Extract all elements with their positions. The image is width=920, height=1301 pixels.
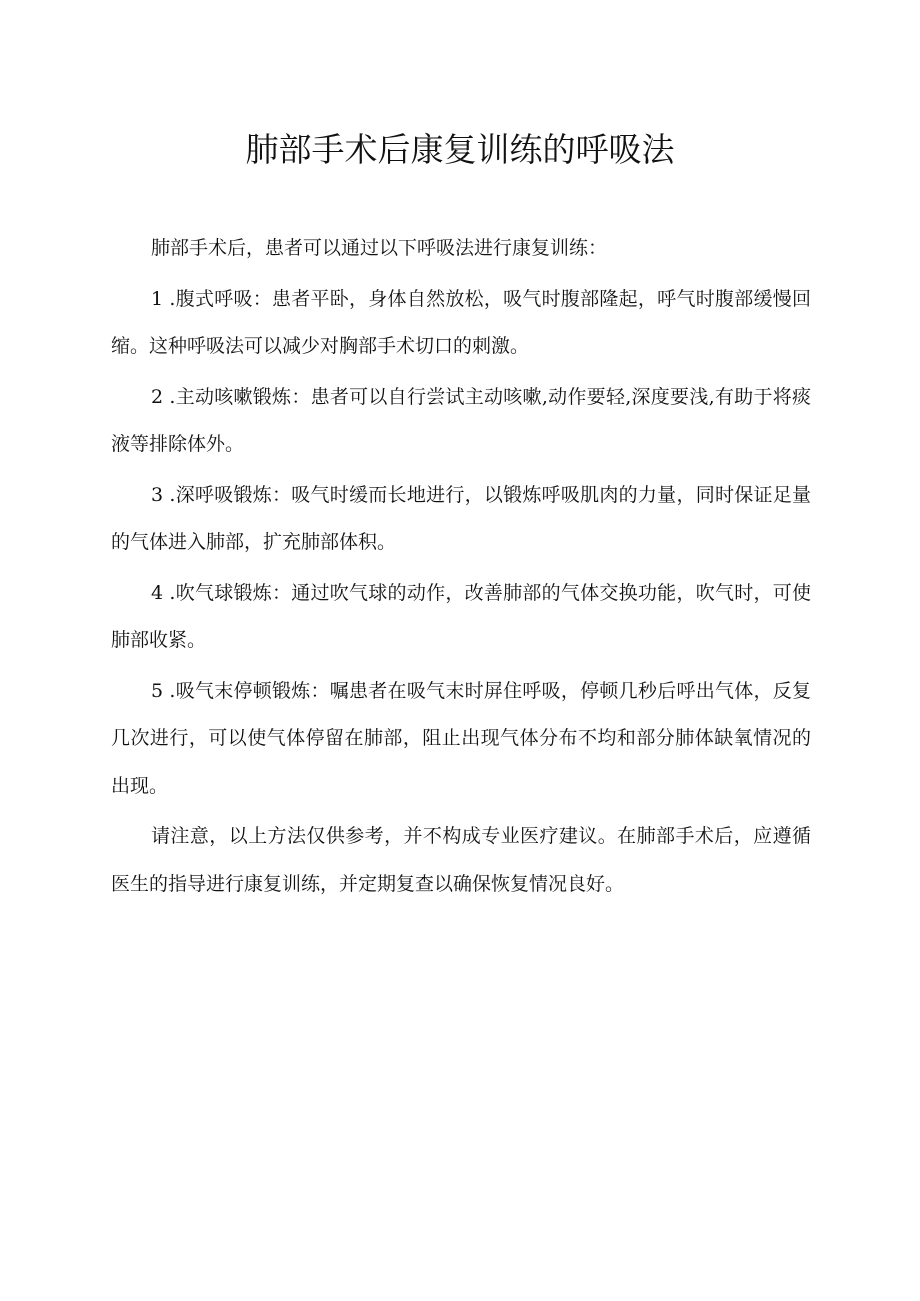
item-number: 5 bbox=[151, 679, 164, 702]
item-text: .腹式呼吸：患者平卧，身体自然放松，吸气时腹部隆起，呼气时腹部缓慢回缩。这种呼吸法可以减少对胸部手术切口的刺激。 bbox=[111, 287, 812, 357]
item-text: .吸气末停顿锻炼：嘱患者在吸气末时屏住呼吸，停顿几秒后呼出气体，反复几次进行，可以使气体停留在肺部，阻止出现气体分布不均和部分肺体缺氧情况的出现。 bbox=[111, 679, 812, 797]
item-number: 3 bbox=[151, 483, 164, 506]
note-paragraph: 请注意，以上方法仅供参考，并不构成专业医疗建议。在肺部手术后，应遵循医生的指导进行康复训练，并定期复查以确保恢复情况良好。 bbox=[111, 825, 811, 895]
document-body bbox=[111, 225, 811, 911]
list-item-1 bbox=[111, 276, 811, 371]
intro-paragraph: 肺部手术后，患者可以通过以下呼吸法进行康复训练： bbox=[151, 237, 608, 259]
item-number: 1 bbox=[151, 287, 164, 310]
item-number: 4 bbox=[151, 581, 164, 604]
list-item-2 bbox=[111, 374, 811, 469]
item-text: .深呼吸锻炼：吸气时缓而长地进行，以锻炼呼吸肌肉的力量，同时保证足量的气体进入肺部，扩充肺部体积。 bbox=[111, 483, 812, 553]
item-text: .吹气球锻炼：通过吹气球的动作，改善肺部的气体交换功能，吹气时，可使肺部收紧。 bbox=[111, 581, 812, 651]
item-text: .主动咳嗽锻炼：患者可以自行尝试主动咳嗽,动作要轻,深度要浅,有助于将痰液等排除体外。 bbox=[111, 385, 811, 455]
item-number: 2 bbox=[151, 385, 164, 408]
document-title: 肺部手术后康复训练的呼吸法 bbox=[245, 130, 675, 169]
list-item-4 bbox=[111, 570, 811, 665]
list-item-5 bbox=[111, 668, 811, 811]
list-item-3 bbox=[111, 472, 811, 567]
